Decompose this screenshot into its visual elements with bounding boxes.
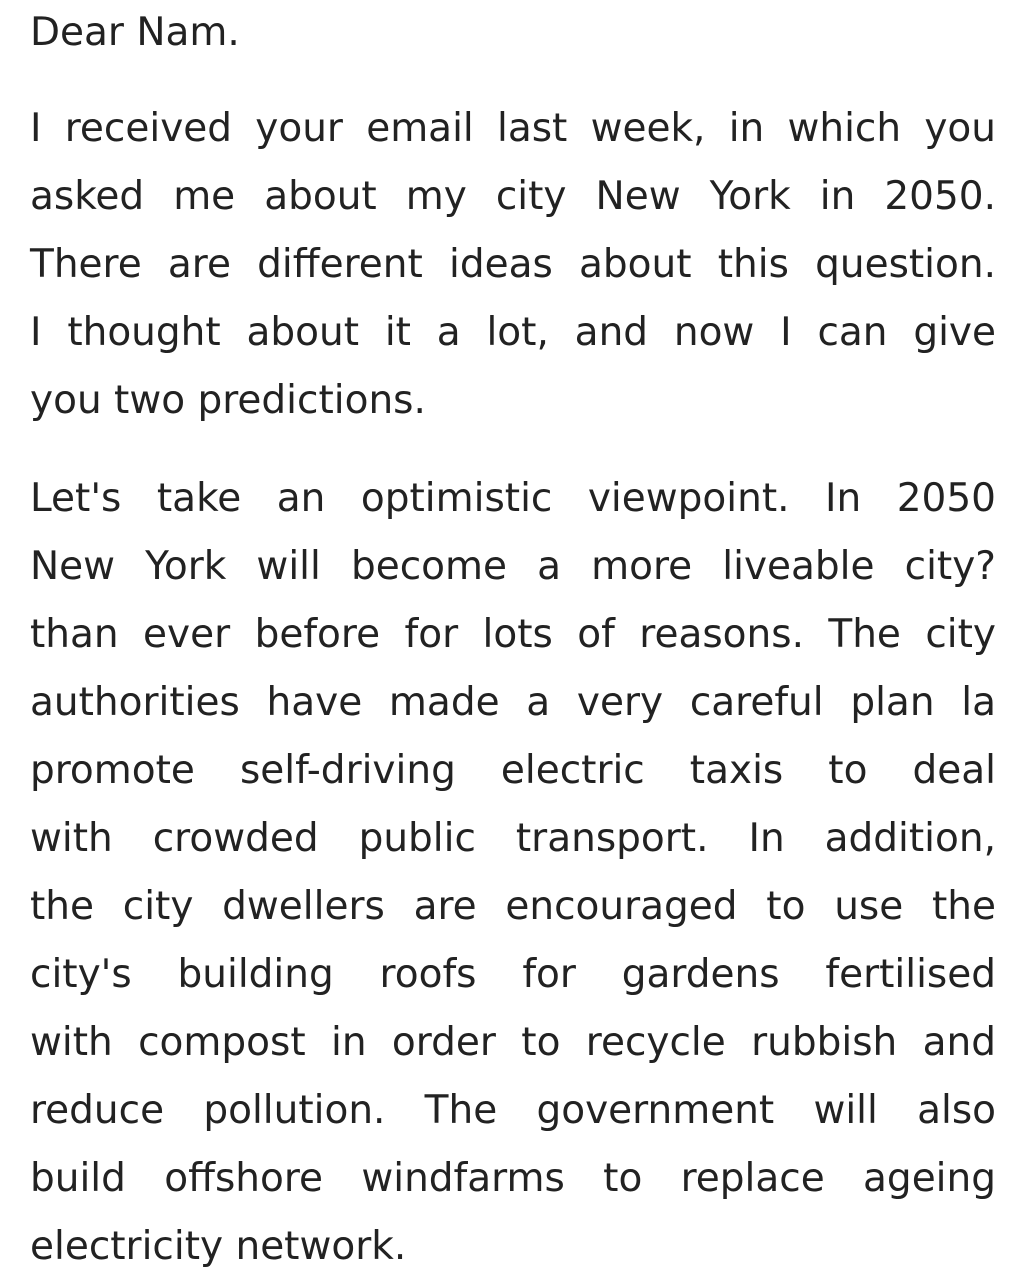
paragraph-1-line: asked me about my city New York in 2050.	[30, 174, 996, 219]
paragraph-2-line: build offshore windfarms to replace ageing	[30, 1156, 996, 1201]
paragraph-1-line: you two predictions.	[30, 378, 426, 423]
paragraph-2-line: promote self-driving electric taxis to deal	[30, 748, 996, 793]
letter-greeting: Dear Nam.	[30, 10, 240, 55]
paragraph-1-line: I received your email last week, in which you	[30, 106, 996, 151]
paragraph-1-line: There are different ideas about this question.	[30, 242, 996, 287]
paragraph-2-line: New York will become a more liveable city?	[30, 544, 996, 589]
paragraph-1-line: I thought about it a lot, and now I can give	[30, 310, 996, 355]
paragraph-2-line: with crowded public transport. In addition,	[30, 816, 996, 861]
paragraph-2-line: with compost in order to recycle rubbish and	[30, 1020, 996, 1065]
paragraph-2-line: than ever before for lots of reasons. The city	[30, 612, 996, 657]
paragraph-2-line: city's building roofs for gardens fertilised	[30, 952, 996, 997]
paragraph-2-line: Let's take an optimistic viewpoint. In 2050	[30, 476, 996, 521]
paragraph-2-line: reduce pollution. The government will also	[30, 1088, 996, 1133]
paragraph-2-line: authorities have made a very careful plan la	[30, 680, 996, 725]
paragraph-2-line: the city dwellers are encouraged to use the	[30, 884, 996, 929]
paragraph-2-line: electricity network.	[30, 1224, 407, 1269]
